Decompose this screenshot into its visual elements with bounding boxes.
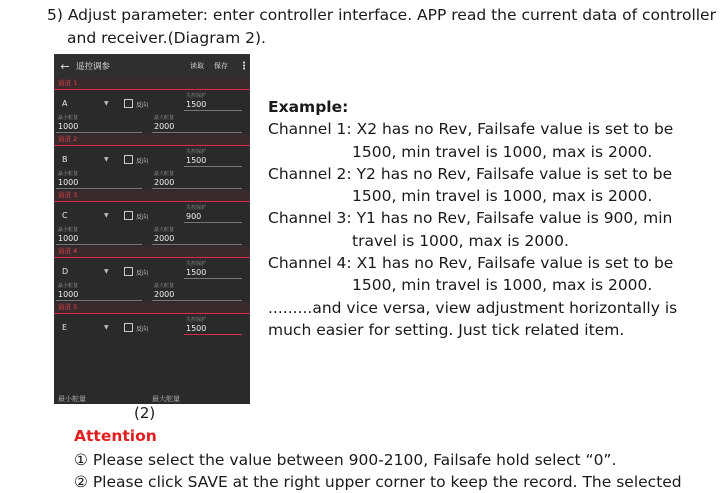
example-line: Channel 3: Y1 has no Rev, Failsafe value is 900, min bbox=[268, 209, 673, 228]
failsafe-underline bbox=[184, 334, 242, 335]
failsafe-label: 失控保护 bbox=[186, 93, 207, 99]
max-travel-label: 最大舵量 bbox=[154, 171, 175, 177]
min-travel-input[interactable]: 1000 bbox=[58, 290, 79, 299]
failsafe-input[interactable]: 1500 bbox=[186, 100, 207, 109]
channel-settings-row bbox=[54, 314, 250, 336]
bottom-min-label: 最小舵量 bbox=[58, 395, 86, 403]
example-line: 1500, min travel is 1000, max is 2000. bbox=[352, 276, 653, 295]
diagram-caption: (2) bbox=[134, 404, 156, 422]
failsafe-label: 失控保护 bbox=[186, 205, 207, 211]
example-line: 1500, min travel is 1000, max is 2000. bbox=[352, 187, 653, 206]
mapping-select[interactable]: E bbox=[62, 323, 68, 332]
reverse-checkbox[interactable] bbox=[124, 323, 133, 332]
app-title: 遥控调参 bbox=[76, 62, 111, 72]
save-button[interactable]: 保存 bbox=[214, 62, 228, 70]
app-toolbar bbox=[54, 54, 250, 78]
failsafe-input[interactable]: 900 bbox=[186, 212, 202, 221]
more-menu-icon[interactable]: ⋮ bbox=[239, 60, 249, 72]
reverse-label: 反向 bbox=[136, 158, 149, 165]
failsafe-underline bbox=[184, 278, 242, 279]
step-5-line1: 5) Adjust parameter: enter controller interface. APP read the current data of controller bbox=[47, 6, 716, 24]
reverse-label: 反向 bbox=[136, 326, 149, 333]
reverse-label: 反向 bbox=[136, 214, 149, 221]
reverse-checkbox[interactable] bbox=[124, 267, 133, 276]
reverse-label: 反向 bbox=[136, 270, 149, 277]
max-travel-input[interactable]: 2000 bbox=[154, 290, 175, 299]
mapping-select[interactable]: D bbox=[62, 267, 69, 276]
min-travel-input[interactable]: 1000 bbox=[58, 178, 79, 187]
reverse-label: 反向 bbox=[136, 102, 149, 109]
attention-note-2: ② Please click SAVE at the right upper corner to keep the record. The selected bbox=[74, 473, 682, 491]
channel-settings-row bbox=[54, 202, 250, 224]
example-block bbox=[268, 96, 718, 341]
max-underline bbox=[152, 300, 242, 301]
example-line: 1500, min travel is 1000, max is 2000. bbox=[352, 142, 653, 161]
failsafe-underline bbox=[184, 110, 242, 111]
read-button[interactable]: 读取 bbox=[190, 62, 204, 70]
attention-title: Attention bbox=[74, 427, 157, 445]
reverse-checkbox[interactable] bbox=[124, 99, 133, 108]
max-travel-label: 最大舵量 bbox=[154, 283, 175, 289]
failsafe-input[interactable]: 1500 bbox=[186, 324, 207, 333]
min-travel-input[interactable]: 1000 bbox=[58, 122, 79, 131]
min-underline bbox=[56, 300, 142, 301]
channel-settings-row bbox=[54, 90, 250, 112]
dropdown-arrow-icon[interactable]: ▼ bbox=[104, 268, 109, 275]
failsafe-input[interactable]: 1500 bbox=[186, 156, 207, 165]
min-travel-label: 最小舵量 bbox=[58, 283, 79, 289]
failsafe-underline bbox=[184, 166, 242, 167]
attention-note-1: ① Please select the value between 900-2100, Failsafe hold select “0”. bbox=[74, 451, 617, 469]
bottom-max-label: 最大舵量 bbox=[152, 395, 180, 403]
max-travel-label: 最大舵量 bbox=[154, 115, 175, 121]
channel-block bbox=[54, 78, 250, 134]
channel-header: 通道 4 bbox=[54, 246, 250, 258]
max-underline bbox=[152, 244, 242, 245]
channel-block bbox=[54, 134, 250, 190]
failsafe-input[interactable]: 1500 bbox=[186, 268, 207, 277]
channel-range-row bbox=[54, 168, 250, 190]
min-travel-input[interactable]: 1000 bbox=[58, 234, 79, 243]
channel-settings-row bbox=[54, 258, 250, 280]
example-line: Channel 2: Y2 has no Rev, Failsafe value is set to be bbox=[268, 164, 673, 183]
channel-block bbox=[54, 190, 250, 246]
channel-range-row bbox=[54, 112, 250, 134]
max-travel-input[interactable]: 2000 bbox=[154, 122, 175, 131]
failsafe-underline bbox=[184, 222, 242, 223]
mapping-select[interactable]: A bbox=[62, 99, 68, 108]
reverse-checkbox[interactable] bbox=[124, 211, 133, 220]
min-underline bbox=[56, 188, 142, 189]
mapping-select[interactable]: C bbox=[62, 211, 68, 220]
app-screenshot bbox=[54, 54, 250, 404]
example-line: Channel 4: X1 has no Rev, Failsafe value is set to be bbox=[268, 254, 674, 273]
example-heading: Example: bbox=[268, 98, 349, 116]
channel-settings-row bbox=[54, 146, 250, 168]
channel-header: 通道 2 bbox=[54, 134, 250, 146]
dropdown-arrow-icon[interactable]: ▼ bbox=[104, 100, 109, 107]
bottom-labels bbox=[58, 394, 246, 404]
channel-range-row bbox=[54, 280, 250, 302]
dropdown-arrow-icon[interactable]: ▼ bbox=[104, 212, 109, 219]
mapping-select[interactable]: B bbox=[62, 155, 68, 164]
failsafe-label: 失控保护 bbox=[186, 317, 207, 323]
max-underline bbox=[152, 132, 242, 133]
example-line: travel is 1000, max is 2000. bbox=[352, 231, 569, 250]
max-travel-input[interactable]: 2000 bbox=[154, 178, 175, 187]
failsafe-label: 失控保护 bbox=[186, 149, 207, 155]
max-underline bbox=[152, 188, 242, 189]
channel-header: 通道 5 bbox=[54, 302, 250, 314]
example-line: .........and vice versa, view adjustment horizontally is bbox=[268, 298, 678, 317]
step-5-line2: and receiver.(Diagram 2). bbox=[67, 29, 266, 47]
channel-header: 通道 3 bbox=[54, 190, 250, 202]
channel-list bbox=[54, 78, 250, 336]
channel-block bbox=[54, 246, 250, 302]
min-travel-label: 最小舵量 bbox=[58, 227, 79, 233]
example-line: much easier for setting. Just tick related item. bbox=[268, 320, 625, 339]
min-underline bbox=[56, 244, 142, 245]
min-travel-label: 最小舵量 bbox=[58, 115, 79, 121]
min-travel-label: 最小舵量 bbox=[58, 171, 79, 177]
dropdown-arrow-icon[interactable]: ▼ bbox=[104, 324, 109, 331]
channel-range-row bbox=[54, 224, 250, 246]
dropdown-arrow-icon[interactable]: ▼ bbox=[104, 156, 109, 163]
max-travel-input[interactable]: 2000 bbox=[154, 234, 175, 243]
example-line: Channel 1: X2 has no Rev, Failsafe value is set to be bbox=[268, 120, 674, 139]
channel-block bbox=[54, 302, 250, 336]
max-travel-label: 最大舵量 bbox=[154, 227, 175, 233]
back-arrow-icon[interactable]: ← bbox=[60, 59, 70, 73]
min-underline bbox=[56, 132, 142, 133]
channel-header: 通道 1 bbox=[54, 78, 250, 90]
failsafe-label: 失控保护 bbox=[186, 261, 207, 267]
reverse-checkbox[interactable] bbox=[124, 155, 133, 164]
